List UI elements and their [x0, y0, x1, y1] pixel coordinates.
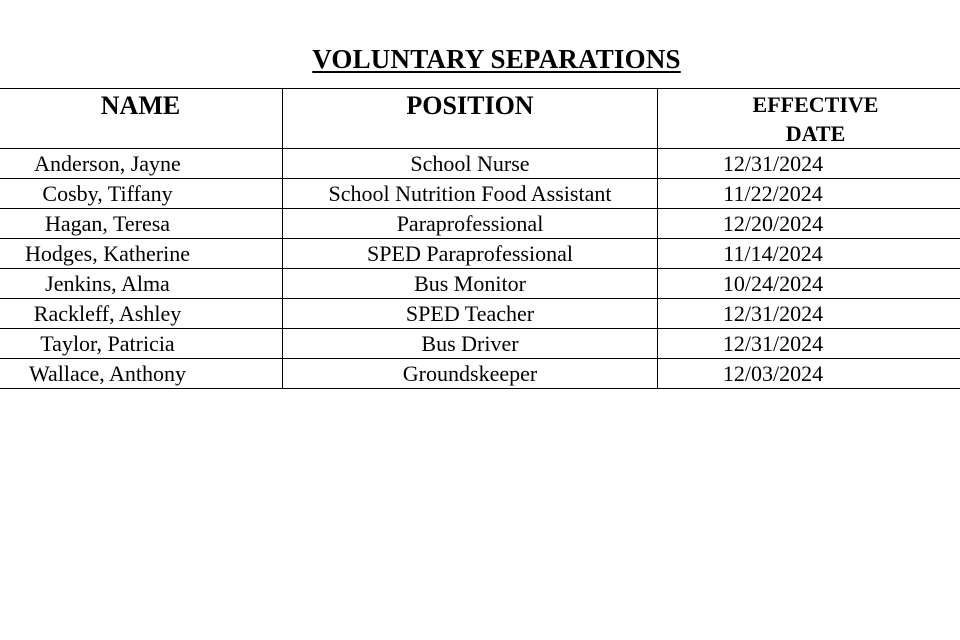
table-row [0, 329, 960, 359]
cell-position: Paraprofessional [283, 209, 658, 239]
cell-name: Taylor, Patricia [0, 329, 283, 359]
cell-name: Hagan, Teresa [0, 209, 283, 239]
column-header-position: POSITION [283, 89, 658, 149]
cell-name: Hodges, Katherine [0, 239, 283, 269]
column-header-effective-date-line1: EFFECTIVE [752, 92, 879, 117]
cell-name: Cosby, Tiffany [0, 179, 283, 209]
cell-effective-date: 12/31/2024 [658, 329, 960, 359]
cell-name: Jenkins, Alma [0, 269, 283, 299]
separations-table [0, 88, 960, 389]
column-header-name: NAME [0, 89, 283, 149]
cell-effective-date: 10/24/2024 [658, 269, 960, 299]
cell-name: Wallace, Anthony [0, 359, 283, 389]
table-row [0, 359, 960, 389]
cell-effective-date: 12/20/2024 [658, 209, 960, 239]
cell-effective-date: 12/31/2024 [658, 149, 960, 179]
table-row [0, 179, 960, 209]
table-row [0, 149, 960, 179]
table-row [0, 269, 960, 299]
column-header-effective-date-line2: DATE [785, 121, 846, 146]
cell-position: Bus Monitor [283, 269, 658, 299]
cell-name: Rackleff, Ashley [0, 299, 283, 329]
cell-effective-date: 12/31/2024 [658, 299, 960, 329]
cell-name: Anderson, Jayne [0, 149, 283, 179]
cell-effective-date: 11/14/2024 [658, 239, 960, 269]
cell-position: School Nurse [283, 149, 658, 179]
cell-position: Bus Driver [283, 329, 658, 359]
cell-position: School Nutrition Food Assistant [283, 179, 658, 209]
table-row [0, 239, 960, 269]
cell-position: SPED Teacher [283, 299, 658, 329]
document-title: VOLUNTARY SEPARATIONS [312, 44, 681, 74]
cell-position: SPED Paraprofessional [283, 239, 658, 269]
column-header-effective-date [658, 89, 960, 149]
table-row [0, 209, 960, 239]
cell-effective-date: 11/22/2024 [658, 179, 960, 209]
cell-effective-date: 12/03/2024 [658, 359, 960, 389]
table-header-row [0, 89, 960, 149]
cell-position: Groundskeeper [283, 359, 658, 389]
table-row [0, 299, 960, 329]
